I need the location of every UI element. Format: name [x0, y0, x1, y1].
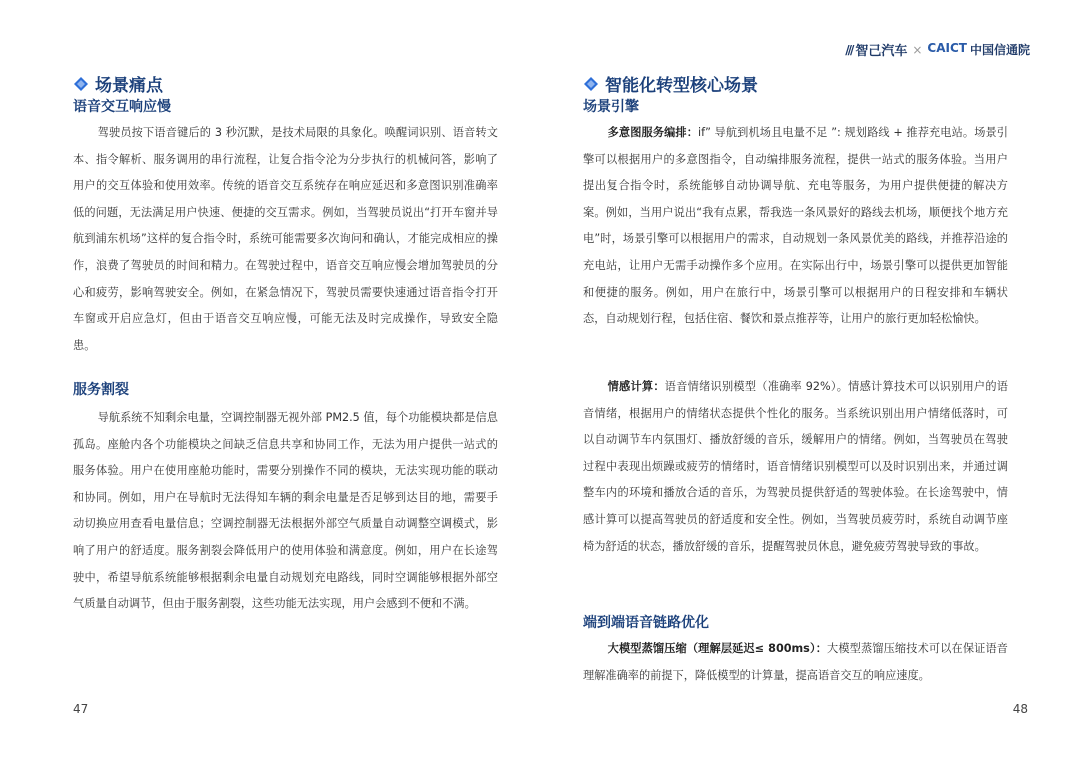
subsection-title: 语音交互响应慢: [73, 99, 171, 115]
right-section-voice-chain: [583, 612, 1008, 689]
logo-separator: ×: [912, 42, 923, 57]
left-section-service-split: [73, 379, 498, 618]
paragraph-lead: 大模型蒸馏压缩（理解层延迟≤ 800ms）：: [607, 642, 828, 655]
section-title: 场景痛点: [95, 75, 163, 96]
right-section-emotion: [583, 374, 1008, 560]
caict-logo: CAICT 中国信通院: [927, 41, 1030, 57]
diamond-bullet-icon: [583, 76, 597, 90]
right-section-core-scenarios: [583, 72, 1008, 333]
zhiji-logo: /// 智己汽车: [845, 42, 908, 59]
body-paragraph: 大模型蒸馏压缩（理解层延迟≤ 800ms）：大模型蒸馏压缩技术可以在保证语音理解准确率的前提下，降低模型的计算量，提高语音交互的响应速度。: [583, 642, 1008, 682]
body-paragraph: 驾驶员按下语音键后的 3 秒沉默，是技术局限的具象化。唤醒词识别、语音转文本、指令解析、服务调用的串行流程，让复合指令沦为分步执行的机械问答，影响了用户的交互体验和使用效率。传统的语音交互系统存在响应延迟和多意图识别准确率低的问题，无法满足用户快速、便捷的交互需求。例如，当驾驶员说出“打开车窗并导航到浦东机场”这样的复合指令时，系统可能需要多次询问和确认，才能完成相应的操作，浪费了驾驶员的时间和精力。在驾驶过程中，语音交互响应慢会增加驾驶员的分心和疲劳，影响驾驶安全。例如，在紧急情况下，驾驶员需要快速通过语音指令打开车窗或开启应急灯，但由于语音交互响应慢，可能无法及时完成操作，导致安全隐患。: [73, 126, 498, 352]
right-page: [540, 0, 1080, 763]
page-number: 47: [73, 702, 89, 716]
zhiji-mark-icon: ///: [845, 42, 853, 57]
subsection-title: 端到端语音链路优化: [583, 615, 709, 631]
page-number: 48: [1012, 702, 1028, 716]
paragraph-lead: 多意图服务编排：: [607, 126, 699, 139]
subsection-title: 服务割裂: [73, 382, 129, 398]
paragraph-lead: 情感计算：: [607, 380, 665, 393]
body-paragraph: 多意图服务编排：if” 导航到机场且电量不足 ”: 规划路线 + 推荐充电站。场景引擎可以根据用户的多意图指令，自动编排服务流程，提供一站式的服务体验。当用户提出复合指令时，系统能够自动协调导航、充电等服务，为用户提供便捷的解决方案。例如，当用户说出“我有点累，帮我选一条风景好的路线去机场，顺便找个地方充电”时，场景引擎可以根据用户的需求，自动规划一条风景优美的路线，并推荐沿途的充电站，让用户无需手动操作多个应用。在实际出行中，场景引擎可以提供更加智能和便捷的服务。例如，用户在旅行中，场景引擎可以根据用户的日程安排和车辆状态，自动规划行程，包括住宿、餐饮和景点推荐等，让用户的旅行更加轻松愉快。: [583, 126, 1008, 326]
section-heading: [73, 72, 498, 94]
diamond-bullet-icon: [73, 76, 87, 90]
header-logos: [845, 40, 1030, 59]
body-paragraph: 情感计算：语音情绪识别模型（准确率 92%）。情感计算技术可以识别用户的语音情绪，根据用户的情绪状态提供个性化的服务。当系统识别出用户情绪低落时，可以自动调节车内氛围灯、播放舒缓的音乐，缓解用户的情绪。例如，当驾驶员在驾驶过程中表现出烦躁或疲劳的情绪时，语音情绪识别模型可以及时识别出来，并通过调整车内的环境和播放合适的音乐，为驾驶员提供舒适的驾驶体验。在长途驾驶中，情感计算可以提高驾驶员的舒适度和安全性。例如，当驾驶员疲劳时，系统自动调节座椅为舒适的状态，播放舒缓的音乐，提醒驾驶员休息，避免疲劳驾驶导致的事故。: [583, 380, 1008, 553]
body-paragraph: 导航系统不知剩余电量，空调控制器无视外部 PM2.5 值，每个功能模块都是信息孤岛。座舱内各个功能模块之间缺乏信息共享和协同工作，无法为用户提供一站式的服务体验。用户在使用座舱功能时，需要分别操作不同的模块，无法实现功能的联动和协同。例如，用户在导航时无法得知车辆的剩余电量是否足够到达目的地，需要手动切换应用查看电量信息；空调控制器无法根据外部空气质量自动调整空调模式，影响了用户的舒适度。服务割裂会降低用户的使用体验和满意度。例如，用户在长途驾驶中，希望导航系统能够根据剩余电量自动规划充电路线，同时空调能够根据外部空气质量自动调节，但由于服务割裂，这些功能无法实现，用户会感到不便和不满。: [73, 411, 498, 611]
subsection-title: 场景引擎: [583, 99, 639, 115]
left-section-pain-points: [73, 72, 498, 359]
section-heading: [583, 72, 1008, 94]
section-title: 智能化转型核心场景: [605, 75, 758, 96]
